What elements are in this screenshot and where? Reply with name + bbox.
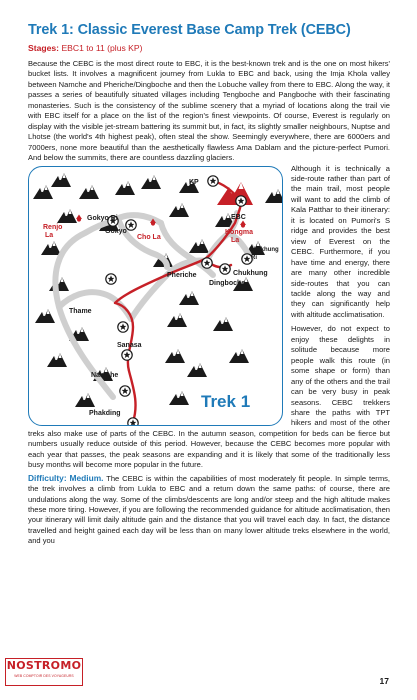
page-title: Trek 1: Classic Everest Base Camp Trek (CEBC) (28, 22, 351, 38)
route-map-graphic (29, 167, 282, 425)
label-gokyo: Gokyo (105, 227, 127, 235)
difficulty-text: The CEBC is within the capabilities of most moderately fit people. In simple terms, the trek involves a climb from Lukla to EBC and a return down the same paths: of course, there are undulations along the way. Some of the climbs/descents are long and/or steep and the high altitude makes these more tiring. However, if you are following the recommended guidance for altitude acclimatisation, then your itinerary will limit daily altitude gain and the distance that you will travel each day. In fact, the distance travelled and height gained each day will be less than on many lower altitude treks elsewhere in the world, and you (28, 473, 390, 546)
side-paragraph-2: However, do not expect to enjoy these delights in solitude because more people walk this route (in some shape or form) than any of the others and the trail can be very busy in peak seasons. CEBC trekkers share the paths with TPT hikers and most of the other treks also make use of parts of the CEBC. In the autumn season, competition for beds can be fierce but numbers usually reduce outside of this period. However, because the CEBC becomes more popular with each year that passes, the peak seasons are expanding and it is likely that some of the traditionally less busy months will become more popular in the future. (28, 324, 390, 470)
label-ebc: EBC (231, 213, 246, 221)
route-map (28, 166, 283, 426)
difficulty-paragraph (28, 473, 390, 547)
label-chukhung-ri-2: Ri (251, 254, 257, 261)
logo-subtitle: WEB COMPTOIR DES VOYAGEURS (14, 674, 74, 678)
label-namche: Namche (91, 371, 119, 379)
label-pheriche: Pheriche (167, 271, 197, 279)
label-gokyo-ri: Gokyo Ri (87, 214, 118, 222)
publisher-logo (5, 658, 83, 686)
label-cho-la: Cho La (137, 233, 161, 241)
label-chukhung: Chukhung (233, 269, 268, 277)
page-number: 17 (379, 676, 389, 686)
label-dingboche: Dingboche (209, 279, 246, 287)
label-sanasa: Sanasa (117, 341, 142, 349)
label-chukhung-ri: Chukhung (249, 246, 279, 253)
label-kp: KP (189, 178, 199, 186)
difficulty-level: Medium. (69, 472, 104, 483)
label-thame: Thame (69, 307, 92, 315)
label-kongma-la: La (231, 236, 240, 244)
stages-label: Stages: (28, 43, 60, 53)
side-paragraph-1: Although it is technically a side-route rather than part of the main trail, most people will want to add the climb of Kala Patthar to their itinerary: it is located on Pumori's S ridge and provides the best view of Everest on the CEBC. Furthermore, if you have time and energy, there are many other incredible side-routes that you can tackle along the way and they can significantly help with altitude acclimatisation. (291, 163, 390, 319)
map-trek-label: Trek 1 (201, 391, 251, 411)
label-kongma: Kongma (225, 228, 253, 236)
difficulty-label: Difficulty: (28, 472, 67, 483)
label-renjo-la: La (45, 231, 54, 239)
label-phakding: Phakding (89, 409, 121, 417)
page-content (28, 22, 390, 547)
logo-title: NOSTROMO (6, 659, 82, 672)
mountain-icons (33, 173, 282, 407)
stages-value: EBC1 to 11 (plus KP) (61, 43, 143, 53)
label-renjo: Renjo (43, 223, 63, 231)
intro-paragraph: Because the CEBC is the most direct route to EBC, it is the best-known trek and is the one on most hikers' bucket lists. It involves a magnificent journey from Lukla to EBC and back, using the Imja Khola valley between Namche and Pheriche/Dingboche and then the Lobuche valley from there to EBC. Along the way, it passes a series of beautifully situated villages including Tengboche and Pangboche with their fascinating monasteries. Such is the consistency of the sublime scenery that a myriad of locations along the trail vie with EBC itself for a place on the list of the region's finest viewpoints. Of course, Everest is regularly on display with the visible jet-stream battering its summit but, in fact, its slightly smaller neighbours, Nuptse and Lhotse (the world's 4th highest peak), often steal the show. Seemingly everywhere, there are 6000ers and 7000ers, none more beautiful than the aesthetically flawless Ama Dablam and the picture-perfect Pumori. And below the summits, there are countless dazzling glaciers. (28, 59, 390, 163)
stages-line (28, 43, 390, 53)
